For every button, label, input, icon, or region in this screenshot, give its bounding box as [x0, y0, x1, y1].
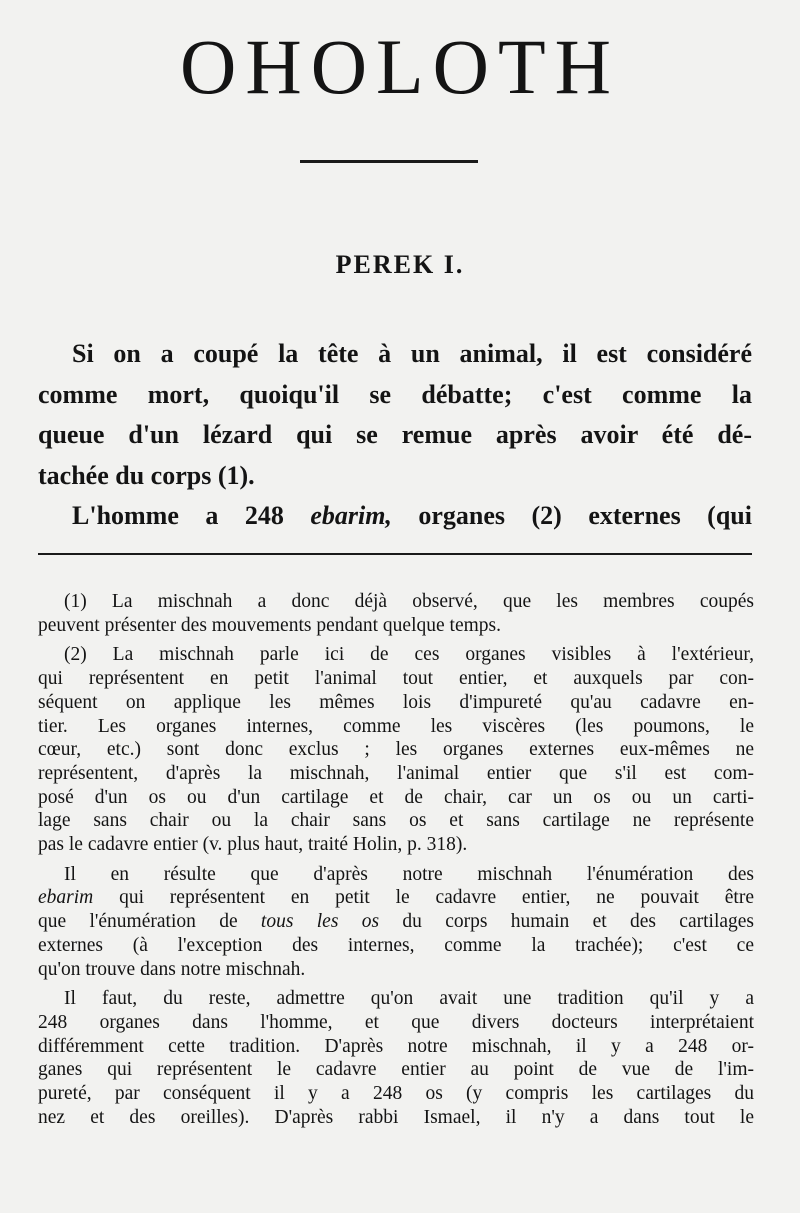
- footnote-line: Il faut, du reste, admettre qu'on avait une tradition qu'il y a: [64, 988, 754, 1010]
- footnote-line: peuvent présenter des mouvements pendant quelque temps.: [38, 614, 501, 636]
- main-line: tachée du corps (1).: [38, 460, 255, 490]
- footnote-2: [38, 643, 754, 856]
- footnote-divider: [38, 553, 752, 555]
- footnote-line: [38, 910, 754, 934]
- footnote-line: cœur, etc.) sont donc exclus ; les organes externes eux-mêmes ne: [38, 739, 754, 761]
- footnote-line: représentent, d'après la mischnah, l'animal entier que s'il est com-: [38, 762, 754, 784]
- footnote-line: (1) La mischnah a donc déjà observé, que les membres coupés: [64, 591, 754, 612]
- footnote-2-continued: [38, 863, 754, 982]
- footnote-line: [38, 886, 754, 910]
- footnote-line: lage sans chair ou la chair sans os et sans cartilage ne représente: [38, 810, 754, 832]
- footnote-line: Il en résulte que d'après notre mischnah l'énumération des: [64, 863, 754, 885]
- chapter-heading: PEREK I.: [335, 250, 465, 279]
- footnote-line: qui représentent en petit l'animal tout entier, et auxquels par con-: [38, 668, 754, 690]
- footnote-text-run: que l'énumération de: [38, 911, 261, 933]
- main-line: comme mort, quoiqu'il se débatte; c'est comme la: [38, 379, 752, 409]
- main-text: [38, 334, 752, 537]
- italic-term: tous les os: [260, 911, 380, 933]
- main-text-run: organes (2) externes (qui: [391, 501, 752, 530]
- footnote-line: externes (à l'exception des internes, comme la trachée); c'est ce: [38, 934, 754, 956]
- footnote-line: séquent on applique les mêmes lois d'impureté qu'au cadavre en-: [38, 691, 754, 713]
- footnote-line: posé d'un os ou d'un cartilage et de chair, car un os ou un carti-: [38, 786, 754, 808]
- footnote-line: qu'on trouve dans notre mischnah.: [38, 958, 306, 980]
- footnote-line: pas le cadavre entier (v. plus haut, traité Holin, p. 318).: [38, 834, 468, 856]
- main-line: queue d'un lézard qui se remue après avoir été dé-: [38, 420, 752, 449]
- italic-term: ebarim: [38, 887, 94, 909]
- main-line: Si on a coupé la tête à un animal, il est considéré: [72, 339, 752, 368]
- main-line: [38, 496, 752, 537]
- footnote-line: (2) La mischnah parle ici de ces organes visibles à l'extérieur,: [64, 644, 754, 666]
- footnote-line: ganes qui représentent le cadavre entier au point de vue de l'im-: [38, 1059, 754, 1081]
- footnote-1: [38, 590, 754, 637]
- footnote-text-run: du corps humain et des cartilages: [379, 911, 754, 933]
- footnote-text-run: qui représentent en petit le cadavre entier, ne pouvait être: [93, 887, 754, 909]
- footnote-line: nez et des oreilles). D'après rabbi Ismael, il n'y a dans tout le: [38, 1106, 754, 1128]
- footnote-line: pureté, par conséquent il y a 248 os (y compris les cartilages du: [38, 1083, 754, 1105]
- title-divider: [300, 160, 478, 163]
- footnote-line: différemment cette tradition. D'après notre mischnah, il y a 248 or-: [38, 1035, 754, 1057]
- footnote-2-paragraph-3: [38, 987, 754, 1129]
- footnote-line: 248 organes dans l'homme, et que divers docteurs interprétaient: [38, 1011, 754, 1033]
- footnotes: [38, 590, 754, 1135]
- footnote-line: tier. Les organes internes, comme les viscères (les poumons, le: [38, 715, 754, 737]
- page-title: OHOLOTH: [180, 23, 620, 110]
- main-text-run: L'homme a 248: [72, 501, 311, 530]
- italic-term: ebarim,: [310, 501, 392, 530]
